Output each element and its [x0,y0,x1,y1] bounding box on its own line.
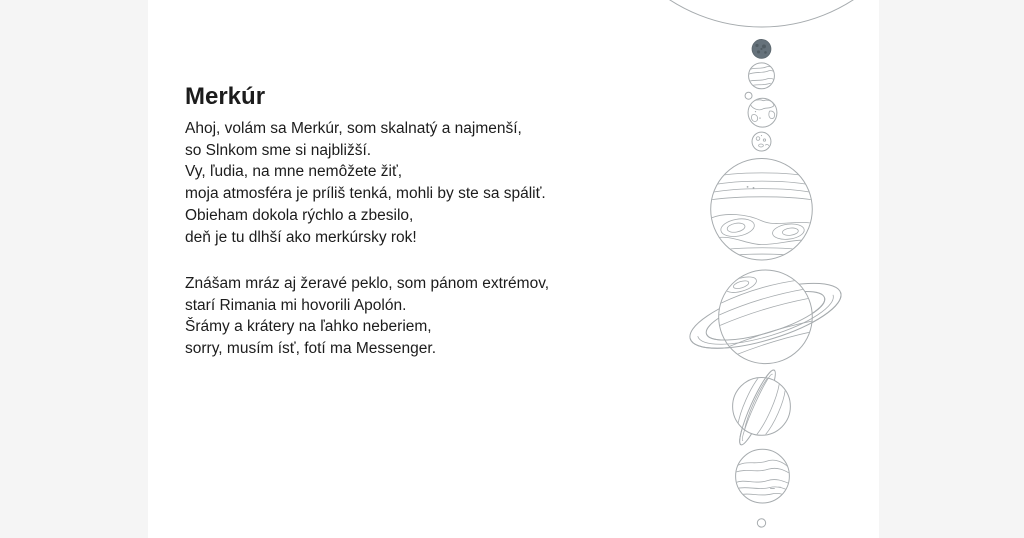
moon-drawing [745,92,752,99]
solar-system-illustration [640,0,879,538]
poem-line: moja atmosféra je príliš tenká, mohli by ste sa spáliť. [185,185,546,203]
earth-drawing [748,98,777,127]
poem-line: Ahoj, volám sa Merkúr, som skalnatý a najmenší, [185,120,522,137]
pluto-drawing [757,519,765,527]
poem-line: Znášam mráz aj žeravé peklo, som pánom extrémov, [185,275,550,292]
poem-stanza-1 [185,118,546,248]
saturn-drawing [683,261,847,364]
neptune-drawing [736,449,790,503]
jupiter-drawing [711,158,813,262]
poem-line: deň je tu dlhší ako merkúrsky rok! [185,228,417,246]
poem-line: Vy, ľudia, na mne nemôžete žiť, [185,163,403,181]
mercury-drawing [752,39,771,58]
poem-line: so Slnkom sme si najbližší. [185,141,372,159]
poem-line: Obieham dokola rýchlo a zbesilo, [185,206,414,224]
poem-title: Merkúr [185,83,266,111]
poem-page [148,0,879,538]
sun-drawing [640,0,879,27]
venus-drawing [748,63,776,89]
mars-drawing [752,132,771,151]
uranus-drawing [733,367,791,447]
poem-line: Šrámy a krátery na ľahko neberiem, [185,318,432,336]
poem-stanza-2 [185,273,549,360]
poem-line: sorry, musím ísť, fotí ma Messenger. [185,340,437,358]
poem-line: starí Rimania mi hovorili Apolón. [185,296,407,314]
